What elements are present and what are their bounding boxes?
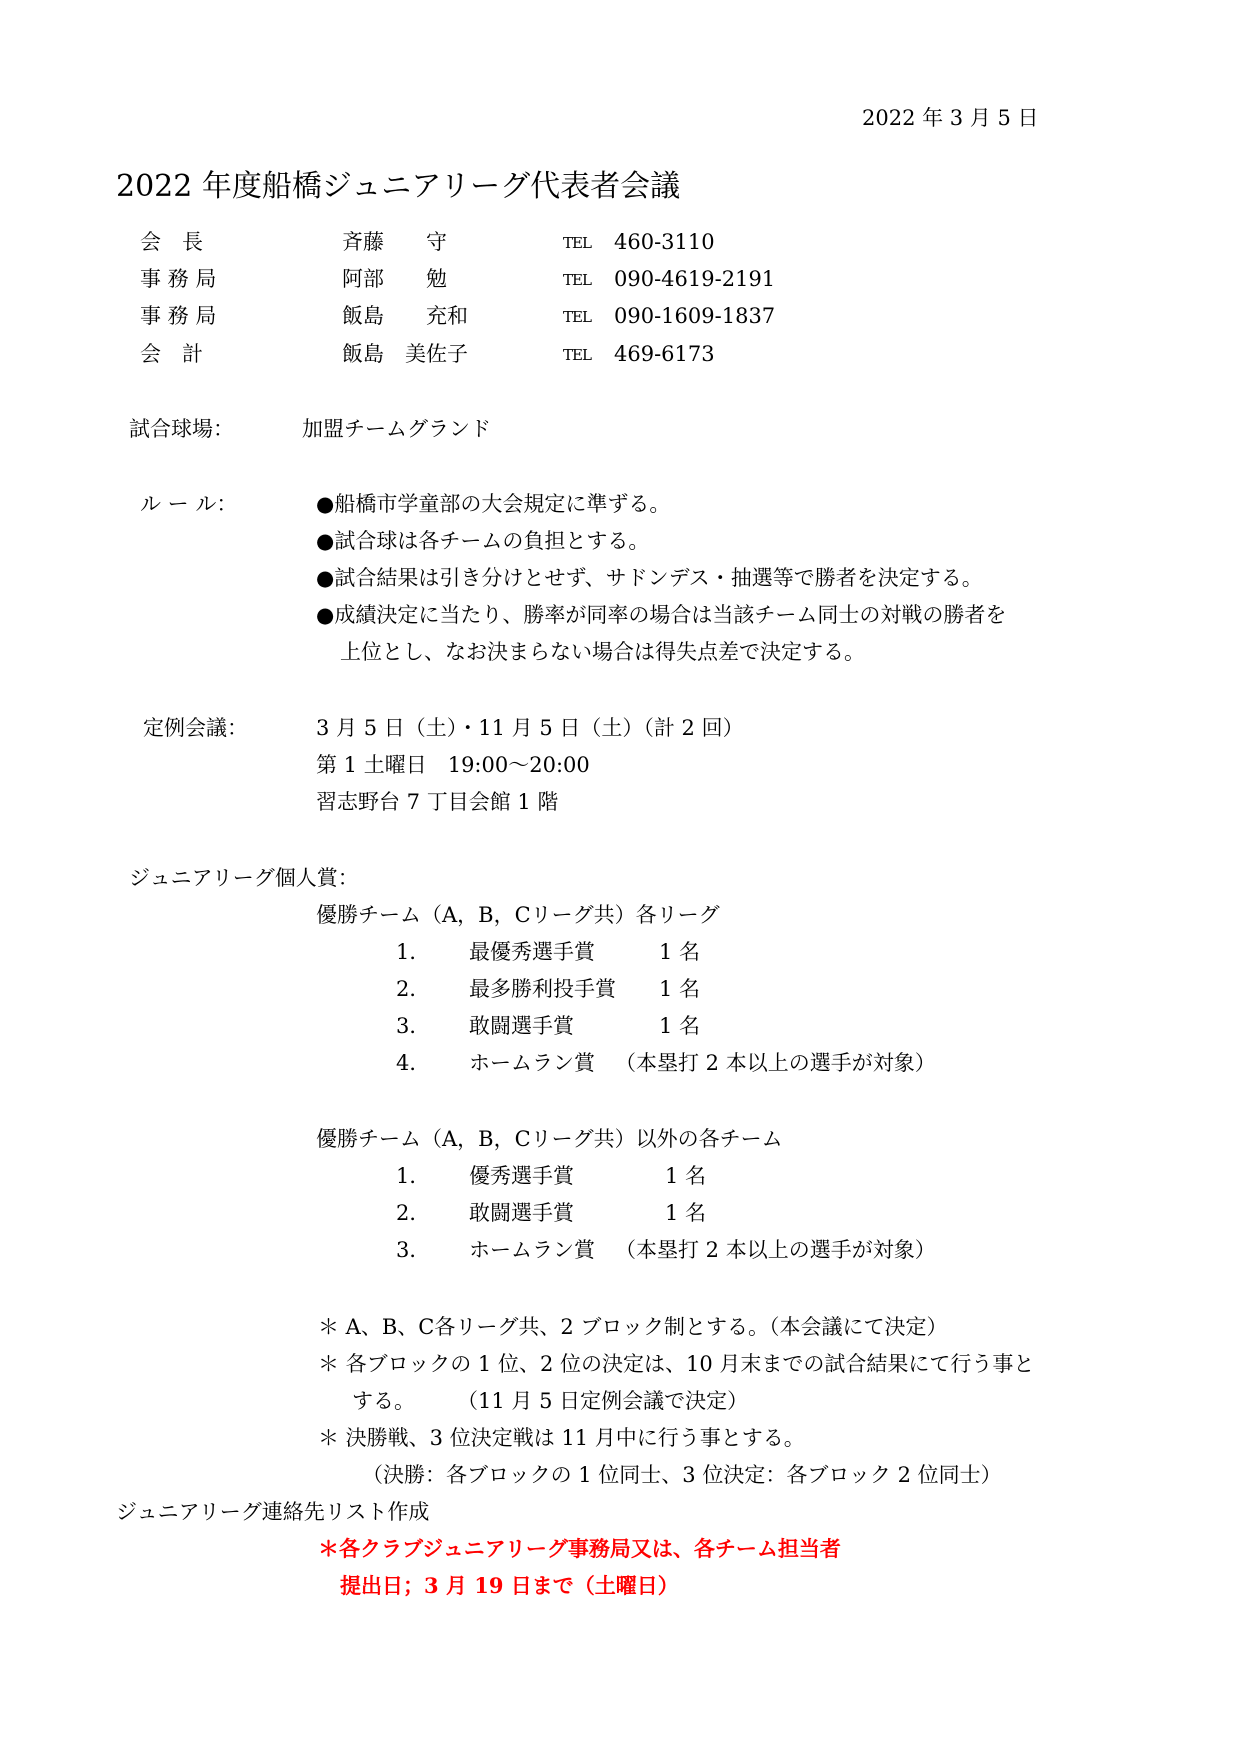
contact-list-heading: ジュニアリーグ連絡先リスト作成 [116,1500,430,1524]
officer-name: 斉藤 守 [342,230,447,254]
page-title: 2022 年度船橋ジュニアリーグ代表者会議 [116,169,681,204]
award-count: 1 名 [659,977,701,1001]
note-item: ＊ 各ブロックの 1 位、2 位の決定は、10 月末までの試合結果にて行う事と [318,1352,1035,1376]
award-count: （本塁打 2 本以上の選手が対象） [615,1238,936,1262]
officer-role: 会 計 [140,342,203,366]
award-number: 2． [396,977,431,1001]
tel-icon: TEL [563,308,591,326]
meeting-label: 定例会議： [143,716,248,740]
officer-name: 阿部 勉 [342,267,447,291]
rule-item: 上位とし、なお決まらない場合は得失点差で決定する。 [340,640,865,664]
award-count: 1 名 [665,1164,707,1188]
rules-label: ル ー ル： [140,492,238,516]
officer-role: 事 務 局 [140,304,217,328]
officer-tel: 090-4619-2191 [614,267,776,291]
tel-icon: TEL [563,346,591,364]
award-number: 1． [396,940,431,964]
award-number: 1． [396,1164,431,1188]
tel-icon: TEL [563,234,591,252]
award-name: ホームラン賞 [469,1238,595,1262]
officer-role: 会 長 [140,230,203,254]
award-count: 1 名 [665,1201,707,1225]
officer-tel: 469-6173 [614,342,715,366]
venue-label: 試合球場： [129,417,234,441]
awards-label: ジュニアリーグ個人賞： [129,866,359,890]
award-number: 4． [396,1051,431,1075]
winners-heading: 優勝チーム（A，B，Cリーグ共）各リーグ [316,903,720,927]
officer-tel: 090-1609-1837 [614,304,776,328]
note-item: ＊ 決勝戦、3 位決定戦は 11 月中に行う事とする。 [318,1426,805,1450]
officer-tel: 460-3110 [614,230,715,254]
note-item: ＊ A、B、C各リーグ共、2 ブロック制とする。（本会議にて決定） [318,1315,948,1339]
award-number: 3． [396,1238,431,1262]
award-name: 最多勝利投手賞 [469,977,616,1001]
award-count: 1 名 [659,1014,701,1038]
note-item: （決勝：各ブロックの 1 位同士、3 位決定：各ブロック 2 位同士） [362,1463,1002,1487]
award-number: 3． [396,1014,431,1038]
officer-name: 飯島 美佐子 [342,342,468,366]
rule-item: ●船橋市学童部の大会規定に準ずる。 [316,492,671,516]
meeting-line: 習志野台 7 丁目会館 1 階 [316,790,559,814]
award-name: 優秀選手賞 [469,1164,574,1188]
submission-deadline: 提出日；3 月 19 日まで（土曜日） [340,1573,679,1598]
rule-item: ●試合球は各チームの負担とする。 [316,529,650,553]
award-name: 敢闘選手賞 [469,1201,574,1225]
venue-value: 加盟チームグランド [302,417,491,441]
note-item: する。 （11 月 5 日定例会議で決定） [352,1389,749,1413]
award-number: 2． [396,1201,431,1225]
award-count: （本塁打 2 本以上の選手が対象） [615,1051,936,1075]
award-name: ホームラン賞 [469,1051,595,1075]
officer-name: 飯島 充和 [342,304,468,328]
award-name: 敢闘選手賞 [469,1014,574,1038]
meeting-line: 3 月 5 日（土）・11 月 5 日（土）（計 2 回） [316,716,744,740]
contact-list-instruction: ＊各クラブジュニアリーグ事務局又は、各チーム担当者 [318,1536,841,1561]
award-count: 1 名 [659,940,701,964]
rule-item: ●試合結果は引き分けとせず、サドンデス・抽選等で勝者を決定する。 [316,566,983,590]
meeting-line: 第 1 土曜日 19:00～20:00 [316,753,590,777]
rule-item: ●成績決定に当たり、勝率が同率の場合は当該チーム同士の対戦の勝者を [316,603,1007,627]
officer-role: 事 務 局 [140,267,217,291]
others-heading: 優勝チーム（A，B，Cリーグ共）以外の各チーム [316,1127,783,1151]
tel-icon: TEL [563,271,591,289]
award-name: 最優秀選手賞 [469,940,595,964]
document-date: 2022 年 3 月 5 日 [862,106,1039,130]
